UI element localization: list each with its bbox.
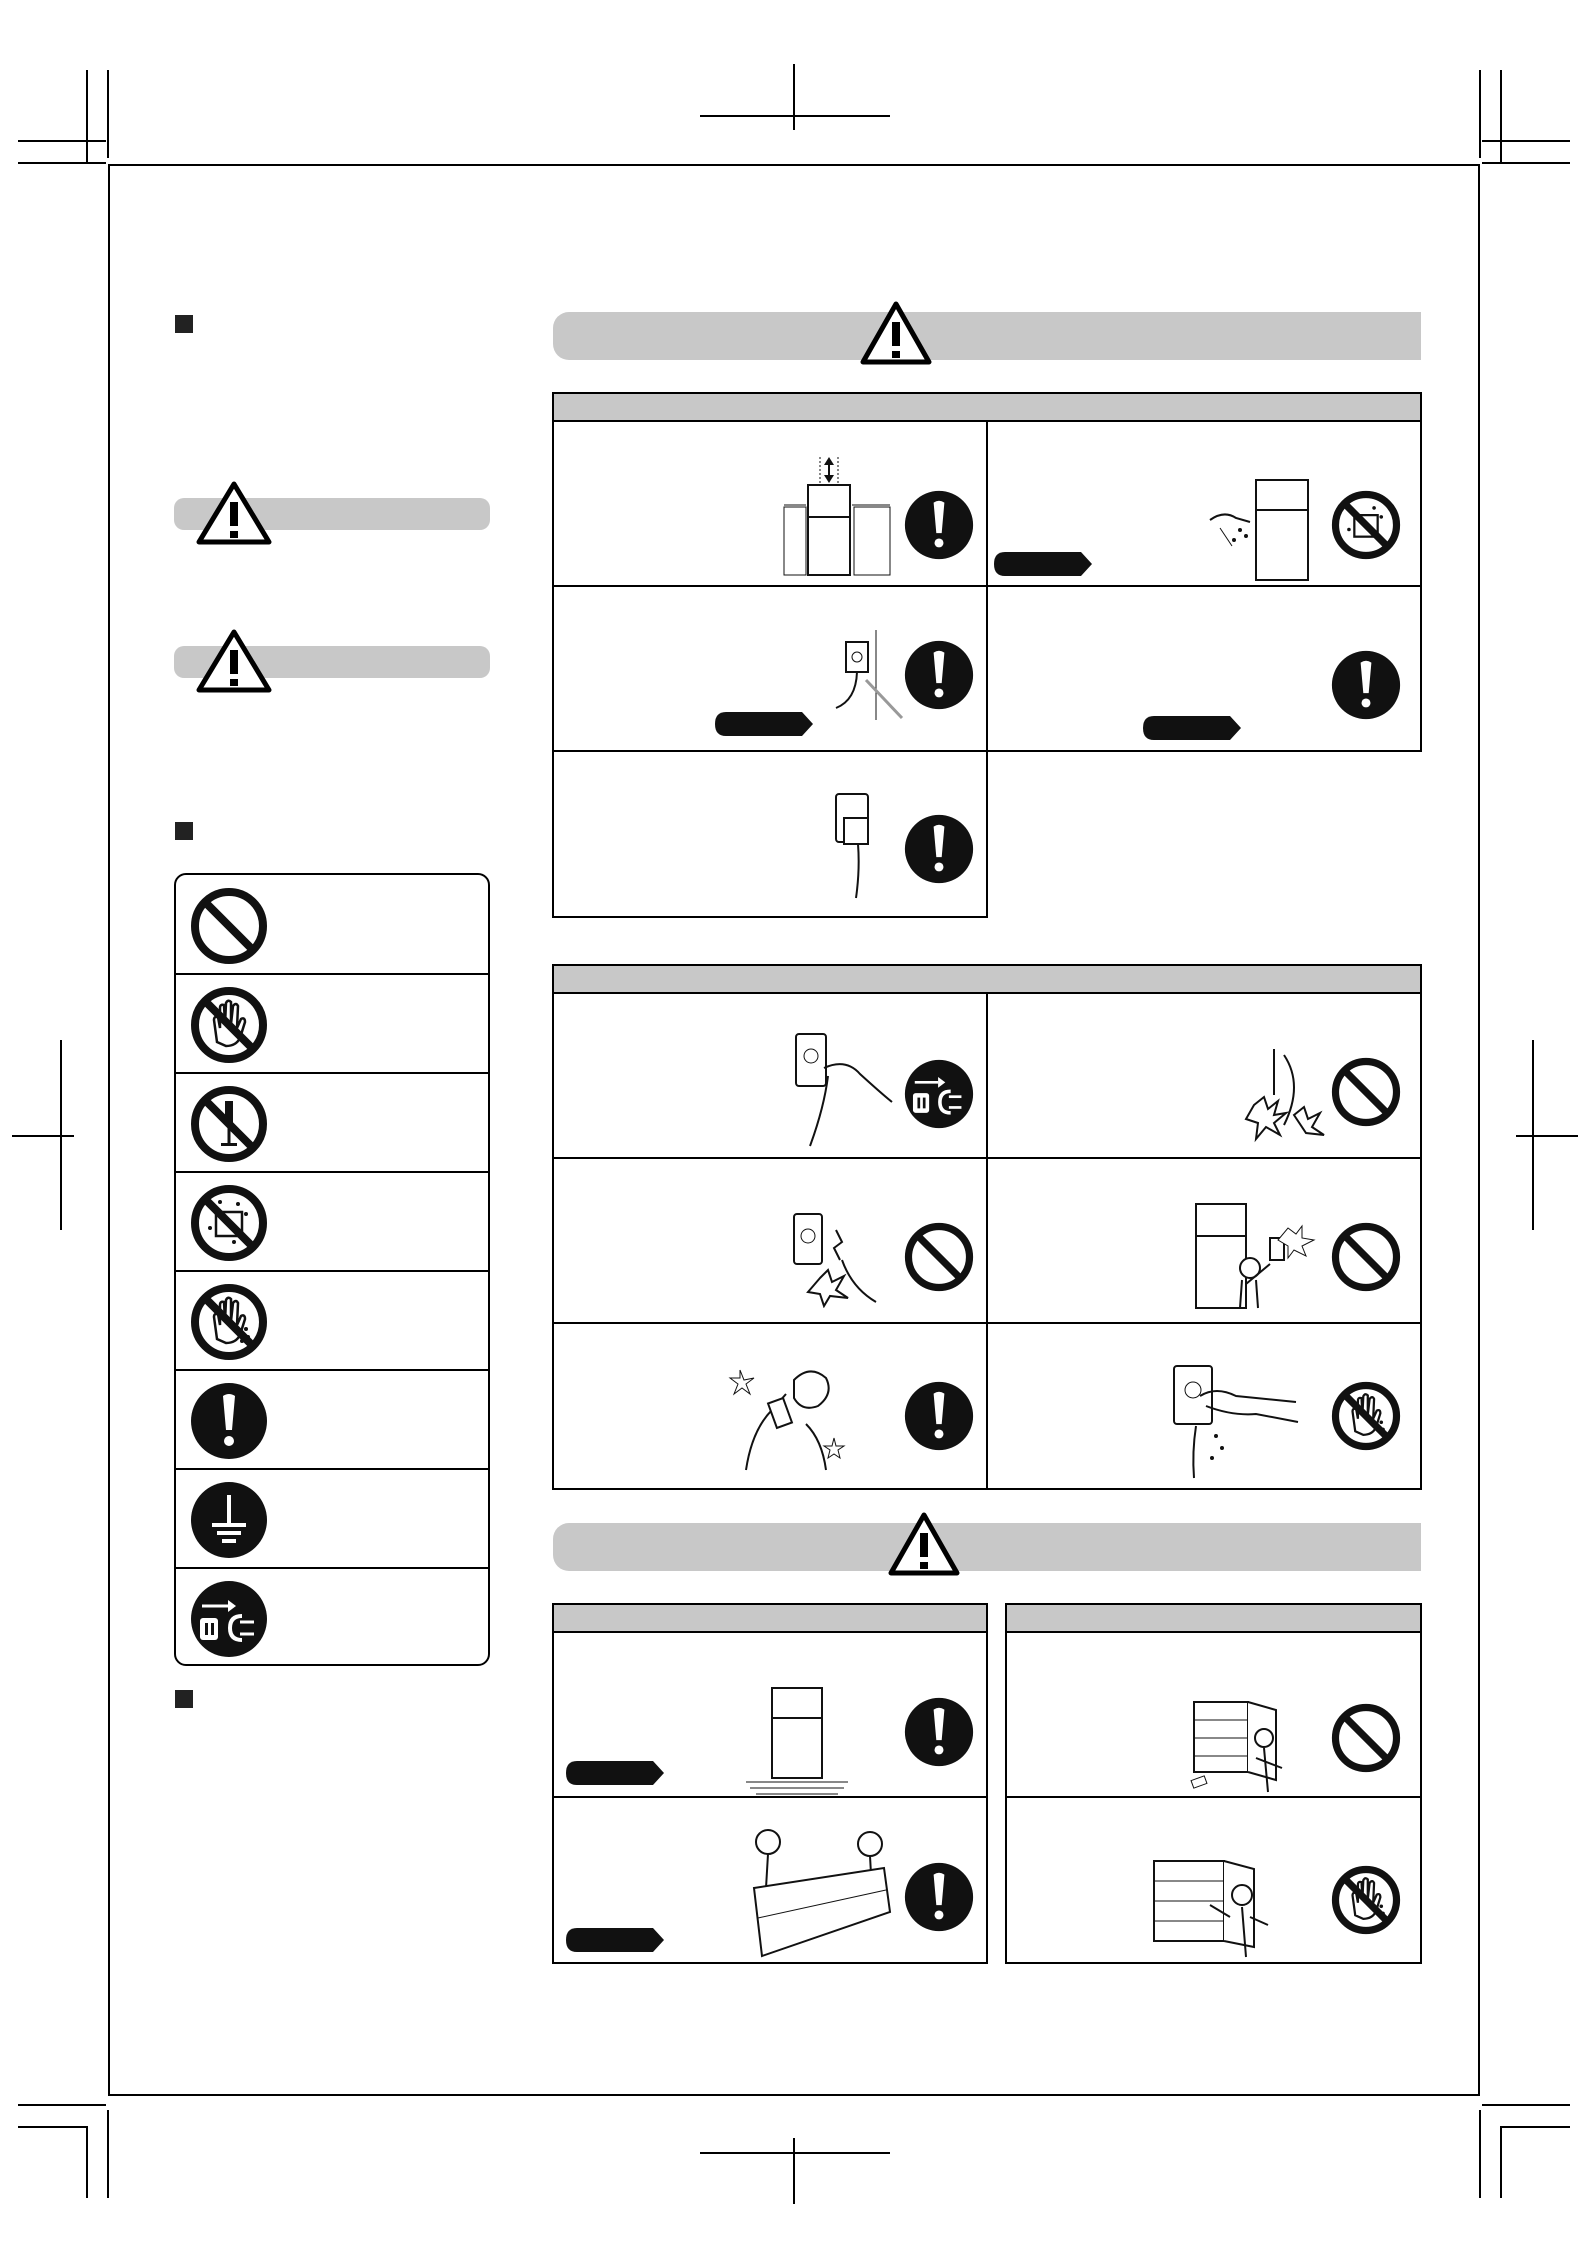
crop-mark — [86, 70, 88, 162]
fridge-on-level-floor-illustration — [742, 1684, 852, 1796]
crop-mark — [18, 2126, 86, 2128]
ground-connection-icon — [190, 1481, 268, 1559]
wet-hand-outlet-illustration — [1166, 1356, 1302, 1480]
symbol-legend — [174, 873, 490, 1666]
crop-mark — [1479, 2110, 1481, 2198]
crop-mark — [793, 2138, 795, 2204]
crop-mark — [1500, 2126, 1570, 2128]
do-not-splash-water-icon — [190, 1184, 268, 1262]
section-marker — [175, 1690, 193, 1708]
exclamation-mandatory-icon — [904, 1697, 974, 1767]
crop-mark — [700, 2152, 890, 2154]
no-wet-hands-icon — [1331, 1381, 1401, 1451]
reference-tag — [993, 551, 1093, 577]
reference-tag — [565, 1760, 665, 1786]
crop-mark — [1479, 70, 1481, 158]
crop-mark — [12, 1135, 74, 1137]
fridge-clearance-illustration — [780, 455, 900, 585]
exclamation-mandatory-icon — [904, 640, 974, 710]
fridge-water-splash-illustration — [1206, 470, 1326, 586]
exclamation-mandatory-icon — [904, 490, 974, 560]
exclamation-mandatory-icon — [904, 814, 974, 884]
table-header — [552, 1603, 988, 1633]
reference-tag — [1142, 715, 1242, 741]
exclamation-mandatory-icon — [904, 1381, 974, 1451]
prohibition-icon — [1331, 1703, 1401, 1773]
reference-tag — [714, 711, 814, 737]
warning-section-banner — [553, 312, 1421, 360]
two-people-carrying-fridge-illustration — [744, 1818, 894, 1960]
no-wet-hands-icon — [1331, 1865, 1401, 1935]
outlet-grounding-illustration — [806, 630, 906, 720]
unplug-power-plug-icon — [904, 1059, 974, 1129]
crop-mark — [18, 162, 106, 164]
reference-tag — [565, 1927, 665, 1953]
table-header — [552, 392, 1422, 422]
crop-mark — [1516, 1135, 1578, 1137]
crop-mark — [1482, 140, 1570, 142]
unplug-power-plug-icon — [190, 1580, 268, 1658]
crop-mark — [1482, 162, 1570, 164]
warning-triangle-icon — [888, 1511, 960, 1577]
caution-section-banner — [553, 1523, 1421, 1571]
crop-mark — [700, 115, 890, 117]
warning-triangle-icon — [196, 628, 272, 694]
table-header — [552, 964, 1422, 994]
prohibition-icon — [1331, 1057, 1401, 1127]
plug-inserted-illustration — [830, 790, 890, 900]
child-plug-hazard-illustration — [1190, 1198, 1320, 1318]
items-falling-from-fridge-illustration — [1184, 1698, 1294, 1794]
no-wet-hands-icon — [190, 1283, 268, 1361]
crop-mark — [18, 140, 106, 142]
exclamation-mandatory-icon — [1331, 650, 1401, 720]
loose-outlet-illustration — [786, 1208, 882, 1308]
exclamation-mandatory-icon — [904, 1862, 974, 1932]
crop-mark — [793, 64, 795, 130]
crop-mark — [107, 2110, 109, 2198]
table-header — [1005, 1603, 1422, 1633]
wet-hands-freezer-illustration — [1150, 1855, 1280, 1959]
section-marker — [175, 822, 193, 840]
prohibition-icon — [190, 887, 268, 965]
crop-mark — [1500, 70, 1502, 162]
exclamation-mandatory-icon — [190, 1382, 268, 1460]
warning-triangle-icon — [196, 480, 272, 546]
prohibition-icon — [1331, 1222, 1401, 1292]
section-marker — [175, 315, 193, 333]
do-not-touch-icon — [190, 986, 268, 1064]
wipe-plug-dust-illustration — [726, 1350, 852, 1480]
crop-mark — [18, 2104, 106, 2106]
crop-mark — [107, 70, 109, 158]
crop-mark — [86, 2126, 88, 2198]
do-not-splash-water-icon — [1331, 490, 1401, 560]
warning-triangle-icon — [860, 300, 932, 366]
crop-mark — [1482, 2104, 1570, 2106]
crop-mark — [1500, 2126, 1502, 2198]
do-not-disassemble-icon — [190, 1085, 268, 1163]
damaged-cord-sparks-illustration — [1244, 1045, 1328, 1145]
prohibition-icon — [904, 1222, 974, 1292]
unplug-by-holding-plug-illustration — [784, 1028, 894, 1154]
